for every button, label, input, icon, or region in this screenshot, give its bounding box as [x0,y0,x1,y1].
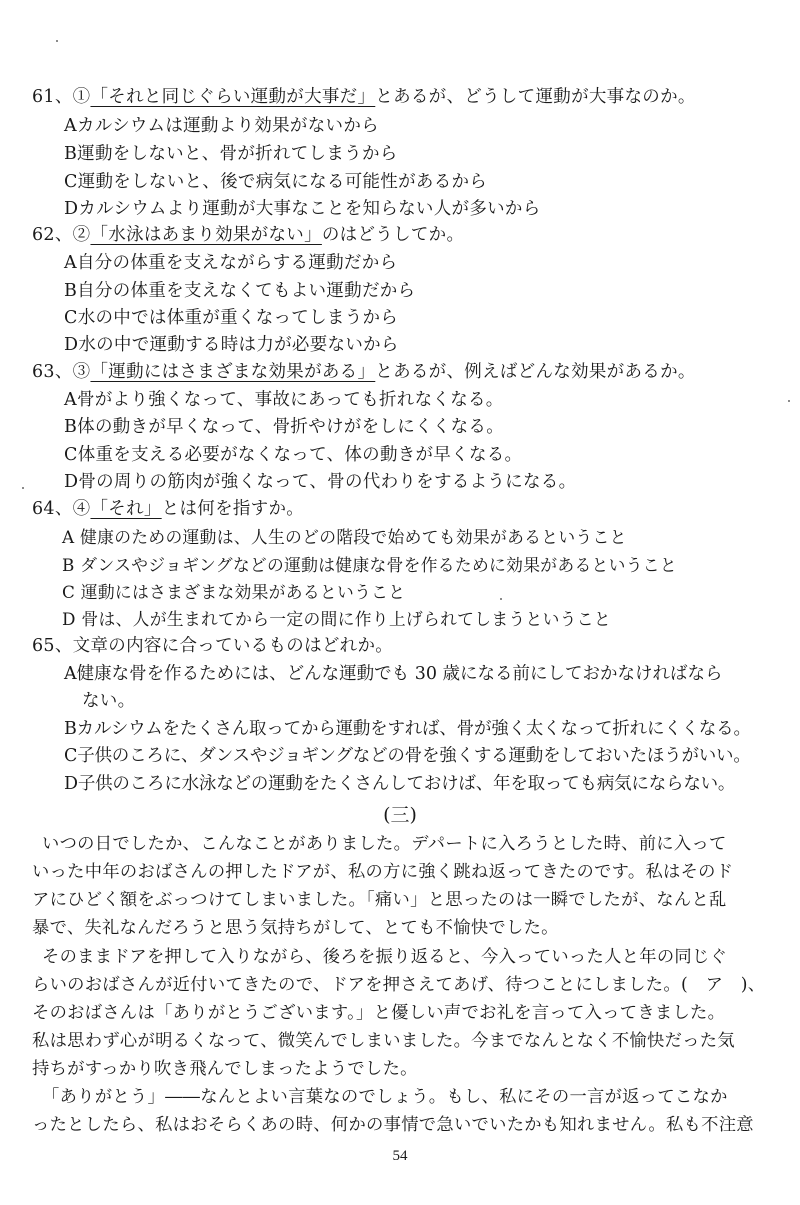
passage-line: そのおばさんは「ありがとうございます。」と優しい声でお礼を言って入ってきました。 [32,1003,726,1023]
passage-line: 私は思わず心が明るくなって、微笑んでしまいました。今までなんとなく不愉快だった気 [32,1031,735,1051]
option-64-d: D 骨は、人が生まれてから一定の間に作り上げられてしまうということ [62,609,611,629]
passage-line: いった中年のおばさんの押したドアが、私の方に強く跳ね返ってきたのです。私はそのド [32,862,734,882]
question-64: 64、④「それ」とは何を指すか。 [32,499,305,519]
question-61: 61、①「それと同じぐらい運動が大事だ」とあるが、どうして運動が大事なのか。 [32,87,696,107]
option-62-b: B自分の体重を支えなくてもよい運動だから [64,281,416,301]
question-64-quote: 「それ」 [90,499,162,519]
option-61-a: Aカルシウムは運動より効果がないから [64,116,379,136]
option-65-d: D子供のころに水泳などの運動をたくさんしておけば、年を取っても病気にならない。 [64,774,736,794]
option-61-c: C運動をしないと、後で病気になる可能性があるから [64,172,488,192]
option-65-a: A健康な骨を作るためには、どんな運動でも 30 歳になる前にしておかなければなら [64,664,723,684]
option-63-a: A骨がより強くなって、事故にあっても折れなくなる。 [64,390,504,410]
question-62-quote: 「水泳はあまり効果がない」 [90,225,322,245]
option-63-b: B体の動きが早くなって、骨折やけがをしにくくなる。 [64,417,505,437]
section-title: (三) [383,804,417,826]
option-64-b: B ダンスやジョギングなどの運動は健康な骨を作るために効果があるということ [62,555,677,575]
passage-line: アにひどく額をぶっつけてしまいました。「痛い」と思ったのは一瞬でしたが、なんと乱 [32,890,727,910]
option-62-d: D水の中で運動する時は力が必要ないから [64,335,399,355]
passage-line: 暴で、失礼なんだろうと思う気持ちがして、とても不愉快でした。 [32,918,559,938]
option-64-c: C 運動にはさまざまな効果があるということ [62,582,406,602]
passage-line: 持ちがすっかり吹き飛んでしまったようでした。 [32,1059,418,1079]
passage-line: らいのおばさんが近付いてきたので、ドアを押さえてあげ、待つことにしました。( ア )、 [32,975,766,995]
option-61-d: Dカルシウムより運動が大事なことを知らない人が多いから [64,199,541,219]
option-62-a: A自分の体重を支えながらする運動だから [64,253,398,273]
scan-speck [56,40,58,42]
option-63-c: C体重を支える必要がなくなって、体の動きが早くなる。 [64,445,523,465]
question-63: 63、③「運動にはさまざまな効果がある」とあるが、例えばどんな効果があるか。 [32,362,696,382]
option-65-a-cont: ない。 [82,691,136,711]
passage-line: 「ありがとう」――なんとよい言葉なのでしょう。もし、私にその一言が返ってこなか [42,1087,728,1107]
passage-line: いつの日でしたか、こんなことがありました。デパートに入ろうとした時、前に入って [42,834,727,854]
question-62: 62、②「水泳はあまり効果がない」のはどうしてか。 [32,225,465,245]
question-61-quote: 「それと同じぐらい運動が大事だ」 [90,87,376,107]
option-62-c: C水の中では体重が重くなってしまうから [64,308,399,328]
page-number: 54 [392,1148,408,1164]
scan-speck [788,400,790,402]
option-65-b: Bカルシウムをたくさん取ってから運動をすれば、骨が強く太くなって折れにくくなる。 [64,719,751,739]
passage-line: ったとしたら、私はおそらくあの時、何かの事情で急いでいたかも知れません。私も不注意 [32,1115,754,1135]
option-65-c: C子供のころに、ダンスやジョギングなどの骨を強くする運動をしておいたほうがいい。 [64,746,751,766]
option-64-a: A 健康のための運動は、人生のどの階段で始めても効果があるということ [62,527,627,547]
option-61-b: B運動をしないと、骨が折れてしまうから [64,144,398,164]
scan-speck [22,487,24,489]
passage-line: そのままドアを押して入りながら、後ろを振り返ると、今入っていった人と年の同じぐ [42,947,728,967]
scan-speck [500,598,502,600]
question-65: 65、文章の内容に合っているものはどれか。 [32,636,394,656]
option-63-d: D骨の周りの筋肉が強くなって、骨の代わりをするようになる。 [64,472,577,492]
question-63-quote: 「運動にはさまざまな効果がある」 [90,362,376,382]
